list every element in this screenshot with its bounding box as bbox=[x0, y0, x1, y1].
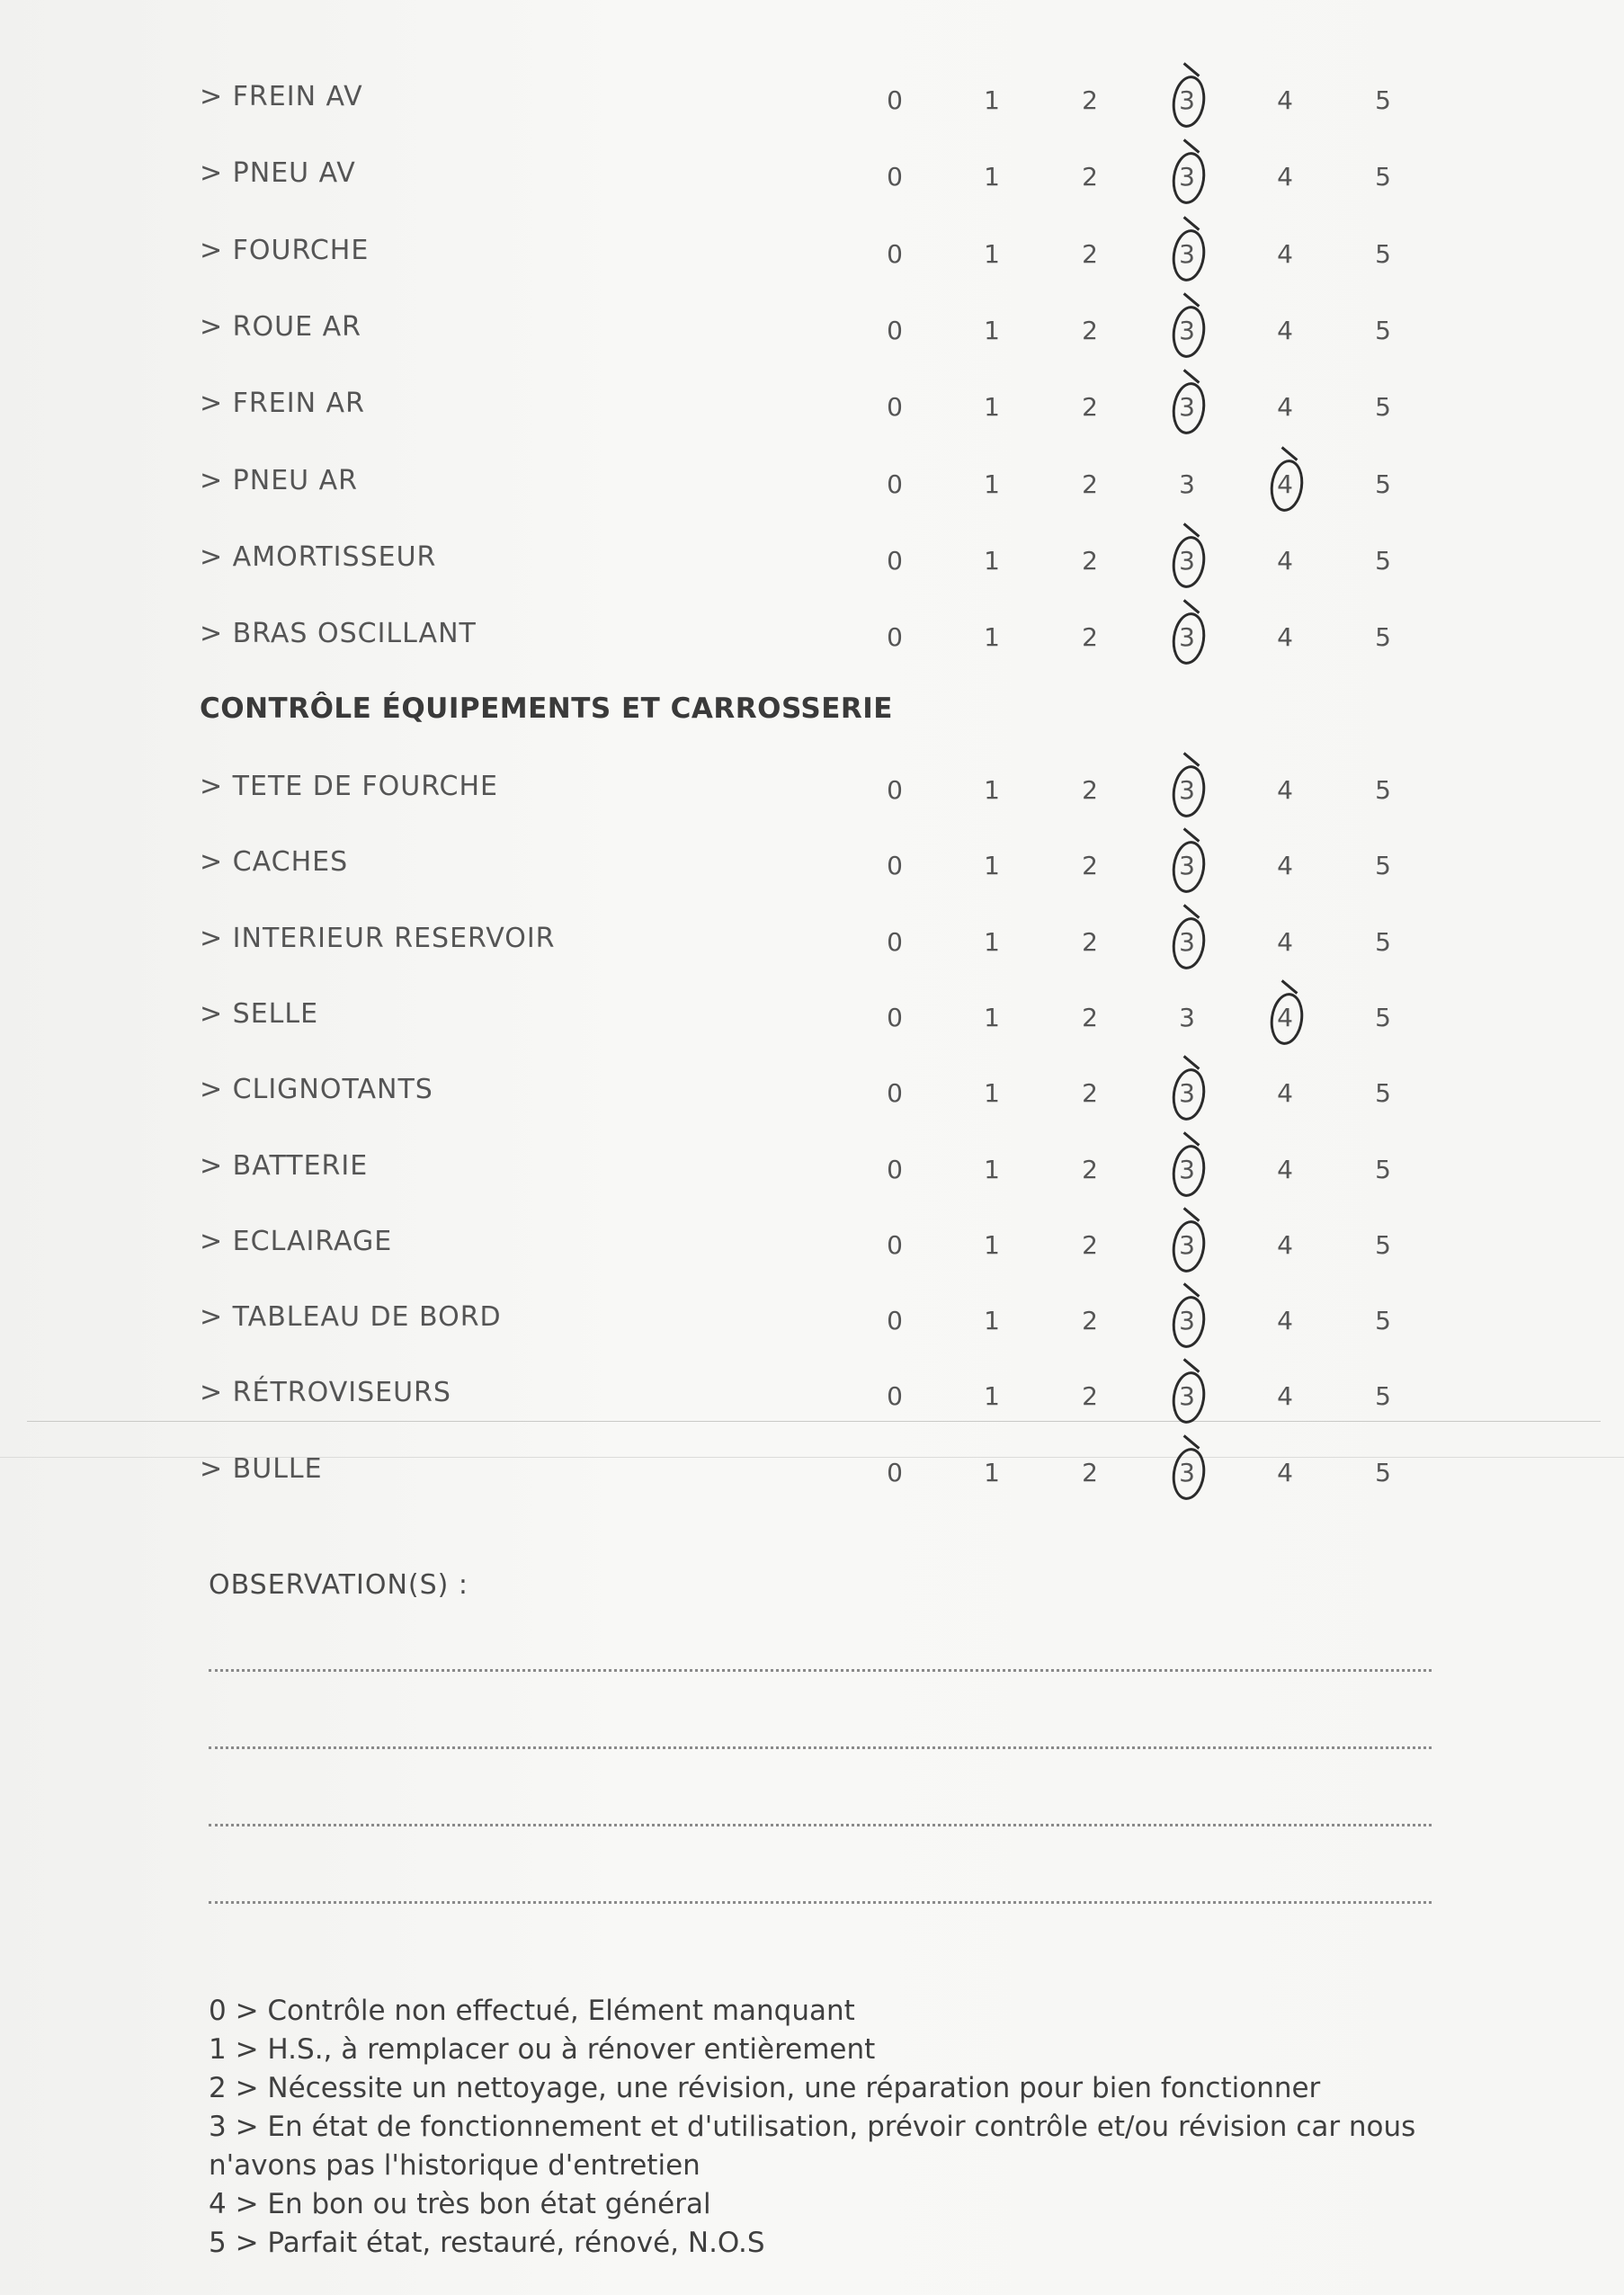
score-option[interactable]: 1 bbox=[984, 622, 1000, 653]
score-option[interactable]: 2 bbox=[1082, 545, 1098, 576]
score-option[interactable]: 5 bbox=[1375, 775, 1391, 805]
score-option[interactable]: 4 bbox=[1277, 1154, 1293, 1184]
score-option[interactable]: 5 bbox=[1375, 622, 1391, 653]
rating-row bbox=[0, 903, 1624, 978]
score-option[interactable]: 1 bbox=[984, 775, 1000, 805]
score-option[interactable]: 3 bbox=[1179, 469, 1195, 499]
rating-row-label: > TETE DE FOURCHE bbox=[200, 771, 498, 802]
rating-row-label: > SELLE bbox=[200, 997, 319, 1030]
rating-row-label: > PNEU AR bbox=[200, 464, 359, 496]
score-option-circled[interactable]: 3 bbox=[1160, 150, 1214, 204]
score-option-circled[interactable]: 3 bbox=[1160, 228, 1214, 281]
rating-row bbox=[0, 138, 1624, 213]
score-option[interactable]: 4 bbox=[1277, 622, 1293, 653]
score-option[interactable]: 3 bbox=[1179, 1002, 1195, 1032]
score-option[interactable]: 5 bbox=[1375, 162, 1391, 192]
rating-row bbox=[0, 751, 1624, 826]
rating-row bbox=[0, 1357, 1624, 1433]
score-option[interactable]: 2 bbox=[1082, 926, 1098, 957]
score-options bbox=[0, 903, 1624, 978]
rating-row-label: > ECLAIRAGE bbox=[200, 1225, 393, 1257]
score-option[interactable]: 5 bbox=[1375, 1078, 1391, 1109]
score-option[interactable]: 2 bbox=[1082, 1154, 1098, 1184]
score-option[interactable]: 2 bbox=[1082, 1306, 1098, 1336]
score-option[interactable]: 5 bbox=[1375, 1306, 1391, 1336]
score-option[interactable]: 1 bbox=[984, 1381, 1000, 1412]
legend-line: 2 > Nécessite un nettoyage, une révision, une réparation pour bien fonctionner bbox=[209, 2072, 1321, 2104]
score-option[interactable]: 1 bbox=[984, 1306, 1000, 1336]
rating-row-label: > PNEU AV bbox=[200, 157, 356, 190]
score-option[interactable]: 4 bbox=[1277, 315, 1293, 345]
score-option[interactable]: 2 bbox=[1082, 1229, 1098, 1260]
score-options bbox=[0, 138, 1624, 213]
score-option[interactable]: 4 bbox=[1277, 1078, 1293, 1109]
observation-line[interactable] bbox=[209, 1901, 1432, 1904]
score-option[interactable]: 0 bbox=[887, 162, 903, 192]
observation-line[interactable] bbox=[209, 1669, 1432, 1672]
score-option[interactable]: 4 bbox=[1277, 238, 1293, 269]
score-options bbox=[0, 291, 1624, 367]
score-option[interactable]: 1 bbox=[984, 162, 1000, 192]
rating-row-label: > BATTERIE bbox=[200, 1149, 369, 1182]
score-option[interactable]: 1 bbox=[984, 1457, 1000, 1487]
score-option[interactable]: 0 bbox=[887, 1457, 903, 1487]
score-option-circled[interactable]: 3 bbox=[1160, 839, 1214, 893]
score-option[interactable]: 5 bbox=[1375, 85, 1391, 115]
score-option[interactable]: 1 bbox=[984, 1002, 1000, 1032]
rating-legend bbox=[209, 1992, 1450, 2263]
observations-title: OBSERVATION(S) : bbox=[209, 1569, 468, 1601]
rating-row bbox=[0, 1433, 1624, 1509]
score-options bbox=[0, 978, 1624, 1054]
rating-row bbox=[0, 826, 1624, 902]
score-option[interactable]: 2 bbox=[1082, 622, 1098, 653]
rating-row bbox=[0, 978, 1624, 1054]
score-option[interactable]: 1 bbox=[984, 315, 1000, 345]
rating-row bbox=[0, 522, 1624, 597]
score-options bbox=[0, 826, 1624, 902]
score-option-circled[interactable]: 3 bbox=[1160, 74, 1214, 128]
score-option[interactable]: 0 bbox=[887, 315, 903, 345]
score-option[interactable]: 0 bbox=[887, 238, 903, 269]
observation-line[interactable] bbox=[209, 1824, 1432, 1826]
score-option[interactable]: 5 bbox=[1375, 1229, 1391, 1260]
score-option[interactable]: 5 bbox=[1375, 1154, 1391, 1184]
section-heading: CONTRÔLE ÉQUIPEMENTS ET CARROSSERIE bbox=[200, 692, 893, 725]
score-option-circled[interactable]: 3 bbox=[1160, 1067, 1214, 1121]
score-option[interactable]: 5 bbox=[1375, 238, 1391, 269]
score-option[interactable]: 2 bbox=[1082, 315, 1098, 345]
score-options bbox=[0, 1130, 1624, 1206]
score-option[interactable]: 2 bbox=[1082, 1457, 1098, 1487]
rating-row bbox=[0, 1281, 1624, 1357]
score-option[interactable]: 4 bbox=[1277, 162, 1293, 192]
score-option[interactable]: 2 bbox=[1082, 775, 1098, 805]
rating-row-label: > FREIN AR bbox=[200, 388, 365, 420]
score-option[interactable]: 1 bbox=[984, 392, 1000, 423]
score-option[interactable]: 1 bbox=[984, 926, 1000, 957]
score-option[interactable]: 0 bbox=[887, 926, 903, 957]
score-option[interactable]: 1 bbox=[984, 469, 1000, 499]
score-option[interactable]: 0 bbox=[887, 622, 903, 653]
legend-line: 5 > Parfait état, restauré, rénové, N.O.S bbox=[209, 2227, 765, 2259]
score-option[interactable]: 1 bbox=[984, 1078, 1000, 1109]
score-option[interactable]: 4 bbox=[1277, 85, 1293, 115]
score-option[interactable]: 2 bbox=[1082, 85, 1098, 115]
rating-row-label: > TABLEAU DE BORD bbox=[200, 1301, 502, 1334]
score-option[interactable]: 2 bbox=[1082, 1381, 1098, 1412]
rating-row-label: > CACHES bbox=[200, 846, 349, 879]
score-option[interactable]: 0 bbox=[887, 775, 903, 805]
score-option[interactable]: 0 bbox=[887, 851, 903, 881]
score-option[interactable]: 2 bbox=[1082, 851, 1098, 881]
score-option[interactable]: 4 bbox=[1277, 1229, 1293, 1260]
rating-row bbox=[0, 1130, 1624, 1206]
rating-row-label: > BULLE bbox=[200, 1452, 323, 1485]
score-option[interactable]: 4 bbox=[1277, 1457, 1293, 1487]
rating-row-label: > INTERIEUR RESERVOIR bbox=[200, 922, 556, 954]
score-options bbox=[0, 1357, 1624, 1433]
rating-row bbox=[0, 445, 1624, 521]
score-option-circled[interactable]: 3 bbox=[1160, 304, 1214, 358]
score-option[interactable]: 1 bbox=[984, 851, 1000, 881]
score-options bbox=[0, 368, 1624, 443]
score-option[interactable]: 0 bbox=[887, 545, 903, 576]
score-option[interactable]: 2 bbox=[1082, 1002, 1098, 1032]
score-option[interactable]: 0 bbox=[887, 469, 903, 499]
score-options bbox=[0, 445, 1624, 521]
score-option[interactable]: 5 bbox=[1375, 315, 1391, 345]
rating-row bbox=[0, 215, 1624, 290]
score-option[interactable]: 0 bbox=[887, 1306, 903, 1336]
rating-row bbox=[0, 291, 1624, 367]
score-option[interactable]: 0 bbox=[887, 1229, 903, 1260]
score-options bbox=[0, 598, 1624, 674]
score-option[interactable]: 0 bbox=[887, 85, 903, 115]
score-option-circled[interactable]: 3 bbox=[1160, 1294, 1214, 1348]
score-option[interactable]: 1 bbox=[984, 238, 1000, 269]
score-options bbox=[0, 215, 1624, 290]
legend-line: 1 > H.S., à remplacer ou à rénover entièrement bbox=[209, 2033, 876, 2066]
score-options bbox=[0, 1054, 1624, 1130]
score-option-circled[interactable]: 3 bbox=[1160, 1446, 1214, 1500]
score-option[interactable]: 2 bbox=[1082, 392, 1098, 423]
score-option-circled[interactable]: 3 bbox=[1160, 380, 1214, 434]
legend-line: n'avons pas l'historique d'entretien bbox=[209, 2149, 700, 2182]
rating-row-label: > BRAS OSCILLANT bbox=[200, 618, 477, 650]
score-option-circled[interactable]: 3 bbox=[1160, 764, 1214, 817]
score-option[interactable]: 2 bbox=[1082, 469, 1098, 499]
rating-row bbox=[0, 598, 1624, 674]
score-option-circled[interactable]: 3 bbox=[1160, 1370, 1214, 1424]
score-option[interactable]: 4 bbox=[1277, 392, 1293, 423]
score-option[interactable]: 2 bbox=[1082, 1078, 1098, 1109]
rating-row-label: > ROUE AR bbox=[200, 310, 361, 343]
rating-row-label: > FREIN AV bbox=[200, 81, 363, 112]
score-option-circled[interactable]: 3 bbox=[1160, 1219, 1214, 1273]
score-option[interactable]: 4 bbox=[1277, 545, 1293, 576]
score-option-circled[interactable]: 3 bbox=[1160, 1143, 1214, 1197]
score-option[interactable]: 4 bbox=[1277, 926, 1293, 957]
rating-row bbox=[0, 1054, 1624, 1130]
rating-row-label: > FOURCHE bbox=[200, 234, 370, 266]
score-option[interactable]: 0 bbox=[887, 1002, 903, 1032]
score-option[interactable]: 5 bbox=[1375, 469, 1391, 499]
rating-row bbox=[0, 1206, 1624, 1281]
legend-line: 4 > En bon ou très bon état général bbox=[209, 2188, 711, 2220]
score-options bbox=[0, 1433, 1624, 1509]
score-option[interactable]: 4 bbox=[1277, 775, 1293, 805]
rating-row bbox=[0, 61, 1624, 137]
score-option[interactable]: 0 bbox=[887, 1381, 903, 1412]
score-option[interactable]: 4 bbox=[1277, 851, 1293, 881]
score-option[interactable]: 5 bbox=[1375, 1457, 1391, 1487]
score-option[interactable]: 0 bbox=[887, 392, 903, 423]
rating-row bbox=[0, 368, 1624, 443]
score-option[interactable]: 5 bbox=[1375, 545, 1391, 576]
score-options bbox=[0, 522, 1624, 597]
score-option[interactable]: 0 bbox=[887, 1154, 903, 1184]
score-option[interactable]: 0 bbox=[887, 1078, 903, 1109]
score-option[interactable]: 1 bbox=[984, 1154, 1000, 1184]
score-options bbox=[0, 61, 1624, 137]
score-option[interactable]: 5 bbox=[1375, 392, 1391, 423]
score-option[interactable]: 5 bbox=[1375, 851, 1391, 881]
score-option-circled[interactable]: 3 bbox=[1160, 915, 1214, 969]
score-option[interactable]: 2 bbox=[1082, 162, 1098, 192]
rating-row-label: > RÉTROVISEURS bbox=[200, 1377, 451, 1409]
score-options bbox=[0, 1281, 1624, 1357]
score-option[interactable]: 5 bbox=[1375, 926, 1391, 957]
score-option[interactable]: 1 bbox=[984, 85, 1000, 115]
rating-row-label: > CLIGNOTANTS bbox=[200, 1074, 433, 1106]
legend-line: 3 > En état de fonctionnement et d'utilisation, prévoir contrôle et/ou révision car nous bbox=[209, 2111, 1416, 2143]
score-option-circled[interactable]: 3 bbox=[1160, 611, 1214, 665]
score-option[interactable]: 1 bbox=[984, 1229, 1000, 1260]
score-option[interactable]: 2 bbox=[1082, 238, 1098, 269]
score-option[interactable]: 4 bbox=[1277, 1306, 1293, 1336]
score-option[interactable]: 4 bbox=[1277, 1381, 1293, 1412]
observation-line[interactable] bbox=[209, 1746, 1432, 1749]
rating-row-label: > AMORTISSEUR bbox=[200, 540, 437, 573]
score-option-circled[interactable]: 4 bbox=[1258, 458, 1312, 512]
legend-line: 0 > Contrôle non effectué, Elément manquant bbox=[209, 1995, 855, 2027]
score-option-circled[interactable]: 4 bbox=[1258, 991, 1312, 1045]
score-option[interactable]: 5 bbox=[1375, 1002, 1391, 1032]
score-options bbox=[0, 751, 1624, 826]
score-option-circled[interactable]: 3 bbox=[1160, 534, 1214, 588]
score-option[interactable]: 5 bbox=[1375, 1381, 1391, 1412]
score-option[interactable]: 1 bbox=[984, 545, 1000, 576]
score-options bbox=[0, 1206, 1624, 1281]
